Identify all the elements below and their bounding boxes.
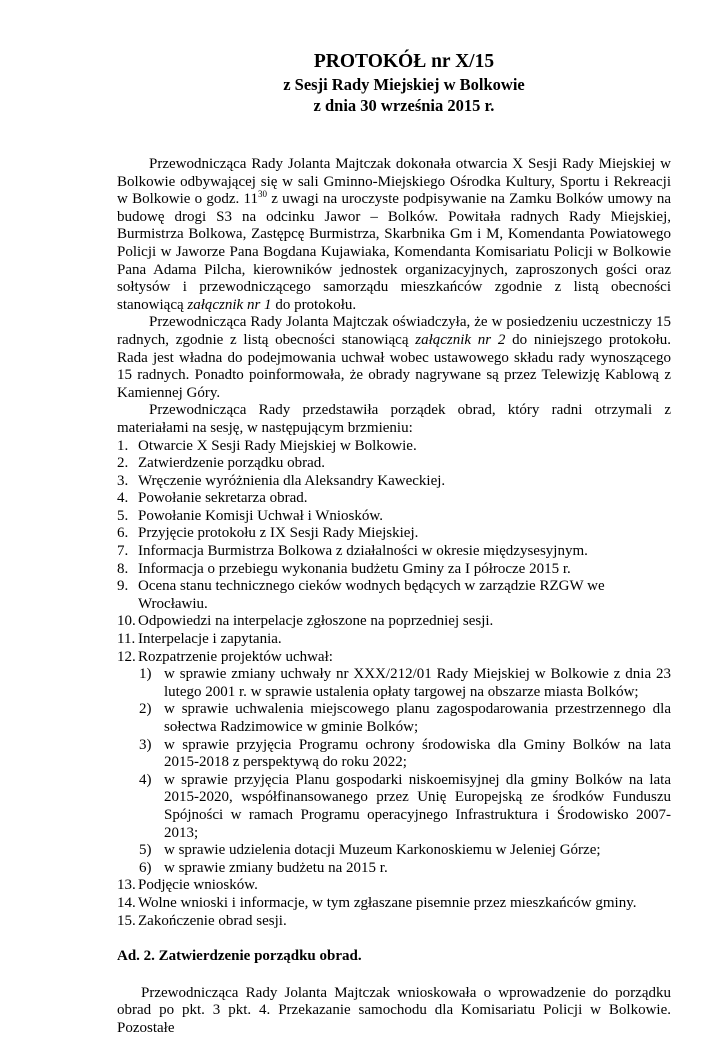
agenda-item-text: Powołanie sekretarza obrad. <box>138 490 308 507</box>
resolution-item-number: 5) <box>139 842 152 859</box>
attachment-reference: załącznik nr 2 <box>415 331 506 348</box>
time-superscript: 30 <box>258 189 267 200</box>
agenda-item <box>117 561 671 579</box>
agenda-item-text: Wręczenie wyróżnienia dla Aleksandry Kaweckiej. <box>138 472 446 489</box>
agenda-item-text: Informacja Burmistrza Bolkowa z działalności w okresie międzysesyjnym. <box>138 543 588 560</box>
agenda-item <box>117 438 671 456</box>
agenda-item <box>117 455 671 473</box>
resolution-item-text: w sprawie przyjęcia Planu gospodarki niskoemisyjnej dla gminy Bolków na lata 2015-2020, współfinansowanego przez Unię Europejską ze środków Funduszu Spójności w ramach Programu operacyjnego Infrastruktura i Środowisko 2007-2013; <box>164 771 671 841</box>
resolution-item <box>117 666 671 701</box>
agenda-item <box>117 543 671 561</box>
document-title: PROTOKÓŁ nr X/15 <box>313 51 495 72</box>
agenda-item-number: 5. <box>117 507 129 524</box>
agenda-item-text: Informacja o przebiegu wykonania budżetu Gminy za I półrocze 2015 r. <box>138 560 571 577</box>
document-subtitle-session: z Sesji Rady Miejskiej w Bolkowie <box>283 75 525 94</box>
agenda-item-number: 11. <box>117 631 136 648</box>
section-paragraph: Przewodnicząca Rady Jolanta Majtczak wnioskowała o wprowadzenie do porządku obrad po pkt. 3 pkt. 4. Przekazanie samochodu dla Komisariatu Policji w Bolkowie. Pozostałe <box>117 984 671 1036</box>
agenda-item-number: 9. <box>117 578 129 595</box>
resolution-item-number: 6) <box>139 859 152 876</box>
opening-text-part2: z uwagi na uroczyste podpisywanie na Zamku Bolków umowy na budowę drogi S3 na odcinku Jawor – Bolków. Powitała radnych Rady Miejskiej, Burmistrza Bolkowa, Zastępcę Burmistrza, Skarbnika Gm i M, Komendanta Powiatowego Policji w Jaworze Pana Bogdana Kujawiaka, Komendanta Komisariatu Policji w Bolkowie Pana Adama Pilcha, kierowników jednostek organizacyjnych, zaproszonych gości oraz sołtysów i przewodniczącego samorządu mieszkańców zgodnie z listą obecności stanowiącą <box>117 191 672 313</box>
quorum-paragraph <box>117 314 671 402</box>
agenda-item <box>117 613 671 631</box>
quorum-text-part1: Przewodnicząca Rady Jolanta Majtczak oświadczyła, że w posiedzeniu uczestniczy 15 radnych, zgodnie z listą obecności stanowiącą <box>117 314 671 348</box>
agenda-item-number: 2. <box>117 455 129 472</box>
agenda-item-number: 3. <box>117 472 129 489</box>
resolution-item-number: 3) <box>139 736 152 753</box>
agenda-item <box>117 490 671 508</box>
opening-text-part1: Przewodnicząca Rady Jolanta Majtczak dokonała otwarcia X Sesji Rady Miejskiej w Bolkowie odbywającej się w sali Gminno-Miejskiego Ośrodka Kultury, Sportu i Rekreacji w Bolkowie o godz. 11 <box>117 156 671 208</box>
resolution-item-text: w sprawie zmiany uchwały nr XXX/212/01 Rady Miejskiej w Bolkowie z dnia 23 lutego 2001 r. w sprawie ustalenia opłaty targowej na obszarze miasta Bolków; <box>164 666 671 700</box>
agenda-item-number: 4. <box>117 490 129 507</box>
resolution-item-number: 4) <box>139 771 152 788</box>
resolution-item-text: w sprawie uchwalenia miejscowego planu zagospodarowania przestrzennego dla sołectwa Radzimowice w gminie Bolków; <box>164 701 671 735</box>
agenda-item <box>117 525 671 543</box>
document-body <box>117 156 671 1038</box>
agenda-intro-paragraph: Przewodnicząca Rady przedstawiła porządek obrad, który radni otrzymali z materiałami na sesję, w następującym brzmieniu: <box>117 402 671 436</box>
agenda-item <box>117 508 671 526</box>
resolution-item <box>117 842 671 860</box>
section-heading: Ad. 2. Zatwierdzenie porządku obrad. <box>117 948 362 965</box>
agenda-item-text: Zatwierdzenie porządku obrad. <box>138 455 325 472</box>
agenda-item-number: 8. <box>117 560 129 577</box>
resolution-item <box>117 772 671 842</box>
agenda-item-number: 1. <box>117 437 129 454</box>
agenda-item <box>117 631 671 649</box>
resolution-item <box>117 737 671 772</box>
agenda-item <box>117 913 671 931</box>
agenda-item <box>117 473 671 491</box>
agenda-item-text: Powołanie Komisji Uchwał i Wniosków. <box>138 507 383 524</box>
agenda-item-text: Wolne wnioski i informacje, w tym zgłaszane pisemnie przez mieszkańców gminy. <box>138 894 637 911</box>
agenda-item-text: Rozpatrzenie projektów uchwał: <box>138 648 333 665</box>
opening-paragraph <box>117 156 671 314</box>
resolution-item-text: w sprawie przyjęcia Programu ochrony środowiska dla Gminy Bolków na lata 2015-2018 z perspektywą do roku 2022; <box>164 736 671 771</box>
resolution-item <box>117 860 671 878</box>
resolution-list <box>117 666 671 877</box>
resolution-item-number: 1) <box>139 666 152 683</box>
resolution-item-number: 2) <box>139 701 152 718</box>
agenda-item-number: 15. <box>117 912 136 929</box>
agenda-item-text: Podjęcie wniosków. <box>138 877 258 894</box>
agenda-item-number: 6. <box>117 525 129 542</box>
agenda-item <box>117 649 671 878</box>
agenda-item-number: 13. <box>117 877 136 894</box>
resolution-item <box>117 701 671 736</box>
attachment-reference: załącznik nr 1 <box>187 296 272 313</box>
opening-text-part3: do protokołu. <box>271 296 357 313</box>
document-subtitle-date: z dnia 30 września 2015 r. <box>313 96 495 115</box>
agenda-item <box>117 895 671 913</box>
agenda-item-text: Otwarcie X Sesji Rady Miejskiej w Bolkowie. <box>138 437 417 454</box>
agenda-item-text: Odpowiedzi na interpelacje zgłoszone na poprzedniej sesji. <box>138 613 494 630</box>
document-header <box>0 50 725 116</box>
agenda-item-number: 7. <box>117 543 129 560</box>
agenda-item-text: Interpelacje i zapytania. <box>138 631 282 648</box>
agenda-item <box>117 877 671 895</box>
agenda-item-text: Przyjęcie protokołu z IX Sesji Rady Miejskiej. <box>138 525 419 542</box>
agenda-item <box>117 578 671 613</box>
agenda-item-text: Zakończenie obrad sesji. <box>138 912 287 929</box>
agenda-item-number: 10. <box>117 613 136 630</box>
resolution-item-text: w sprawie zmiany budżetu na 2015 r. <box>164 859 388 876</box>
agenda-item-number: 14. <box>117 894 136 911</box>
resolution-item-text: w sprawie udzielenia dotacji Muzeum Karkonoskiemu w Jeleniej Górze; <box>164 842 601 859</box>
agenda-item-text: Ocena stanu technicznego cieków wodnych będących w zarządzie RZGW we Wrocławiu. <box>138 578 605 612</box>
quorum-text-part2: do niniejszego protokołu. Rada jest władna do podejmowania uchwał wobec ustawowego składu rady wynoszącego 15 radnych. Ponadto poinformowała, że obrady nagrywane są przez Telewizję Kablową z Kamiennej Góry. <box>117 331 671 401</box>
agenda-list <box>117 438 671 931</box>
agenda-item-number: 12. <box>117 648 136 665</box>
